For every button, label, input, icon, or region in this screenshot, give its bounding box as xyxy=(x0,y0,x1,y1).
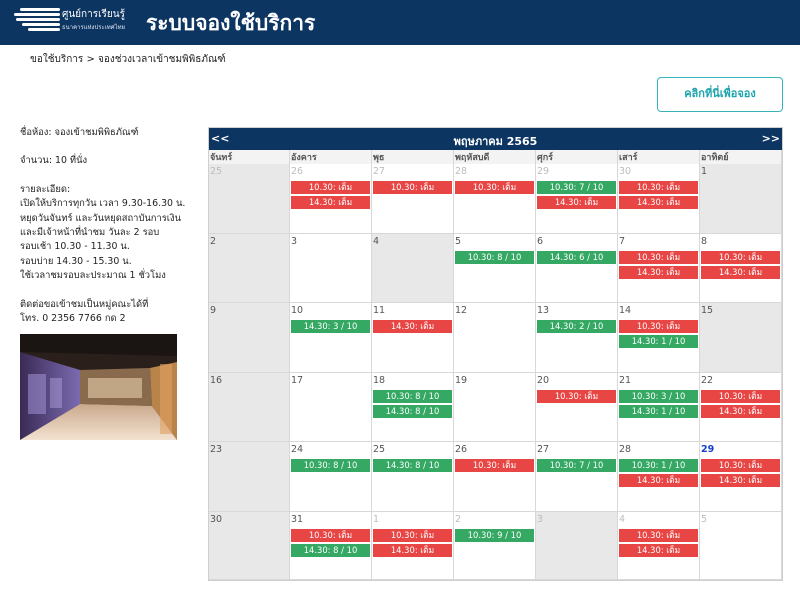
day-cell[interactable] xyxy=(618,442,700,512)
day-number: 2 xyxy=(455,514,462,525)
day-cell[interactable] xyxy=(290,442,372,512)
day-number: 5 xyxy=(455,236,462,247)
details-label: รายละเอียด: xyxy=(20,183,71,195)
day-number: 10 xyxy=(291,305,304,316)
breadcrumb[interactable]: ขอใช้บริการ > จองช่วงเวลาเข้าชมพิพิธภัณฑ์ xyxy=(30,54,226,65)
day-number: 7 xyxy=(619,236,626,247)
slot-available[interactable]: 10.30: 7 / 10 xyxy=(537,459,616,472)
day-cell[interactable] xyxy=(209,303,290,373)
book-button[interactable]: คลิกที่นี่เพื่อจอง xyxy=(657,77,783,112)
slot-full[interactable]: 14.30: เต็ม xyxy=(537,196,616,209)
day-cell[interactable] xyxy=(618,373,700,442)
day-cell[interactable] xyxy=(618,303,700,373)
slot-full[interactable]: 14.30: เต็ม xyxy=(373,320,452,333)
museum-photo xyxy=(20,334,177,440)
day-number: 25 xyxy=(210,166,223,177)
details-line: หยุดวันจันทร์ และวันหยุดสถาบันการเงิน xyxy=(20,212,181,224)
slot-full[interactable]: 10.30: เต็ม xyxy=(701,390,780,403)
slot-full[interactable]: 10.30: เต็ม xyxy=(619,181,698,194)
day-number: 31 xyxy=(291,514,304,525)
weekday-label: พฤหัสบดี xyxy=(454,150,536,164)
slot-available[interactable]: 14.30: 8 / 10 xyxy=(291,544,370,557)
day-cell[interactable] xyxy=(209,164,290,234)
day-cell[interactable] xyxy=(454,373,536,442)
logo-line1: ศูนย์การเรียนรู้ xyxy=(62,9,125,20)
slot-full[interactable]: 14.30: เต็ม xyxy=(619,266,698,279)
calendar-header xyxy=(209,128,782,150)
day-number: 9 xyxy=(210,305,217,316)
day-number: 20 xyxy=(537,375,550,386)
slot-available[interactable]: 14.30: 1 / 10 xyxy=(619,405,698,418)
weekday-label: พุธ xyxy=(372,150,454,164)
room-info xyxy=(20,126,200,326)
day-cell[interactable] xyxy=(700,442,782,512)
details-line: เปิดให้บริการทุกวัน เวลา 9.30-16.30 น. xyxy=(20,198,186,210)
day-number: 23 xyxy=(210,444,223,455)
weekday-label: จันทร์ xyxy=(209,150,290,164)
slot-full[interactable]: 10.30: เต็ม xyxy=(537,390,616,403)
room-capacity: จำนวน: 10 ที่นั่ง xyxy=(20,155,88,167)
slot-available[interactable]: 10.30: 8 / 10 xyxy=(291,459,370,472)
day-number: 16 xyxy=(210,375,223,386)
slot-full[interactable]: 10.30: เต็ม xyxy=(291,529,370,542)
slot-full[interactable]: 10.30: เต็ม xyxy=(701,459,780,472)
slot-available[interactable]: 10.30: 9 / 10 xyxy=(455,529,534,542)
day-number: 4 xyxy=(619,514,626,525)
day-cell[interactable] xyxy=(700,512,782,580)
slot-full[interactable]: 10.30: เต็ม xyxy=(455,459,534,472)
day-cell[interactable] xyxy=(454,234,536,303)
day-number: 27 xyxy=(537,444,550,455)
slot-available[interactable]: 14.30: 6 / 10 xyxy=(537,251,616,264)
slot-available[interactable]: 10.30: 8 / 10 xyxy=(373,390,452,403)
day-number: 29 xyxy=(537,166,550,177)
day-number: 2 xyxy=(210,236,217,247)
details-line: รอบบ่าย 14.30 - 15.30 น. xyxy=(20,255,132,267)
slot-full[interactable]: 14.30: เต็ม xyxy=(701,266,780,279)
day-cell[interactable] xyxy=(290,512,372,580)
day-number: 12 xyxy=(455,305,468,316)
month-title: พฤษภาคม 2565 xyxy=(453,135,538,148)
day-cell[interactable] xyxy=(700,303,782,373)
day-number: 28 xyxy=(619,444,632,455)
day-number: 11 xyxy=(373,305,386,316)
slot-available[interactable]: 10.30: 8 / 10 xyxy=(455,251,534,264)
day-number: 21 xyxy=(619,375,632,386)
slot-full[interactable]: 14.30: เต็ม xyxy=(701,474,780,487)
day-cell[interactable] xyxy=(536,164,618,234)
slot-available[interactable]: 14.30: 1 / 10 xyxy=(619,335,698,348)
day-cell[interactable] xyxy=(618,512,700,580)
day-number: 13 xyxy=(537,305,550,316)
day-number: 6 xyxy=(537,236,544,247)
day-cell[interactable] xyxy=(372,373,454,442)
slot-available[interactable]: 10.30: 1 / 10 xyxy=(619,459,698,472)
day-cell[interactable] xyxy=(290,164,372,234)
day-cell[interactable] xyxy=(209,512,290,580)
prev-month-button[interactable]: << xyxy=(211,132,230,145)
day-cell[interactable] xyxy=(454,303,536,373)
day-cell[interactable] xyxy=(700,164,782,234)
slot-available[interactable]: 14.30: 8 / 10 xyxy=(373,459,452,472)
day-number: 3 xyxy=(291,236,298,247)
slot-full[interactable]: 14.30: เต็ม xyxy=(701,405,780,418)
slot-full[interactable]: 10.30: เต็ม xyxy=(701,251,780,264)
details-line: รอบเช้า 10.30 - 11.30 น. xyxy=(20,241,130,253)
weekday-label: อังคาร xyxy=(290,150,372,164)
slot-available[interactable]: 14.30: 2 / 10 xyxy=(537,320,616,333)
slot-full[interactable]: 10.30: เต็ม xyxy=(619,251,698,264)
day-cell[interactable] xyxy=(454,512,536,580)
day-number: 4 xyxy=(373,236,380,247)
day-cell[interactable] xyxy=(454,164,536,234)
slot-full[interactable]: 10.30: เต็ม xyxy=(619,320,698,333)
weekday-label: เสาร์ xyxy=(618,150,700,164)
weekday-header xyxy=(209,150,782,164)
day-number: 3 xyxy=(537,514,544,525)
slot-available[interactable]: 14.30: 8 / 10 xyxy=(373,405,452,418)
day-cell[interactable] xyxy=(618,234,700,303)
slot-available[interactable]: 14.30: 3 / 10 xyxy=(291,320,370,333)
day-number: 15 xyxy=(701,305,714,316)
day-cell[interactable] xyxy=(536,303,618,373)
day-number: 19 xyxy=(455,375,468,386)
room-name: ชื่อห้อง: จองเข้าชมพิพิธภัณฑ์ xyxy=(20,127,139,138)
day-number: 18 xyxy=(373,375,386,386)
details-line: ใช้เวลาชมรอบละประมาณ 1 ชั่วโมง xyxy=(20,270,166,282)
slot-full[interactable]: 14.30: เต็ม xyxy=(619,474,698,487)
slot-full[interactable]: 14.30: เต็ม xyxy=(373,544,452,557)
slot-full[interactable]: 10.30: เต็ม xyxy=(455,181,534,194)
slot-full[interactable]: 10.30: เต็ม xyxy=(373,181,452,194)
day-number: 26 xyxy=(455,444,468,455)
day-number: 29 xyxy=(701,444,715,455)
slot-available[interactable]: 10.30: 7 / 10 xyxy=(537,181,616,194)
day-cell[interactable] xyxy=(454,442,536,512)
day-number: 26 xyxy=(291,166,304,177)
details-line: และมีเจ้าหน้าที่นำชม วันละ 2 รอบ xyxy=(20,227,160,239)
slot-full[interactable]: 10.30: เต็ม xyxy=(619,529,698,542)
booking-calendar xyxy=(208,127,783,581)
day-number: 17 xyxy=(291,375,304,386)
day-cell[interactable] xyxy=(700,373,782,442)
day-number: 28 xyxy=(455,166,468,177)
calendar-grid xyxy=(209,164,782,580)
day-number: 22 xyxy=(701,375,714,386)
day-cell[interactable] xyxy=(209,234,290,303)
day-number: 1 xyxy=(373,514,380,525)
contact-line: โทร. 0 2356 7766 กด 2 xyxy=(20,313,126,325)
weekday-label: อาทิตย์ xyxy=(700,150,782,164)
weekday-label: ศุกร์ xyxy=(536,150,618,164)
day-cell[interactable] xyxy=(209,442,290,512)
app-title: ระบบจองใช้บริการ xyxy=(146,11,316,35)
slot-available[interactable]: 10.30: 3 / 10 xyxy=(619,390,698,403)
slot-full[interactable]: 14.30: เต็ม xyxy=(619,196,698,209)
day-number: 27 xyxy=(373,166,386,177)
contact-line: ติดต่อขอเข้าชมเป็นหมู่คณะได้ที่ xyxy=(20,298,149,310)
day-cell[interactable] xyxy=(290,234,372,303)
day-number: 25 xyxy=(373,444,386,455)
day-cell[interactable] xyxy=(536,442,618,512)
slot-full[interactable]: 14.30: เต็ม xyxy=(291,196,370,209)
day-cell[interactable] xyxy=(372,164,454,234)
next-month-button[interactable]: >> xyxy=(761,132,780,145)
app-header xyxy=(0,0,800,45)
logo-line2: ธนาคารแห่งประเทศไทย xyxy=(62,24,126,31)
day-number: 8 xyxy=(701,236,708,247)
day-cell[interactable] xyxy=(209,373,290,442)
day-cell[interactable] xyxy=(372,234,454,303)
day-cell[interactable] xyxy=(536,234,618,303)
day-number: 1 xyxy=(701,166,708,177)
logo-icon xyxy=(14,8,60,34)
day-number: 5 xyxy=(701,514,708,525)
day-cell[interactable] xyxy=(700,234,782,303)
logo[interactable] xyxy=(14,6,124,38)
slot-full[interactable]: 10.30: เต็ม xyxy=(291,181,370,194)
day-cell[interactable] xyxy=(536,512,618,580)
day-number: 14 xyxy=(619,305,632,316)
day-cell[interactable] xyxy=(372,442,454,512)
museum-photo-image xyxy=(20,334,177,440)
day-cell[interactable] xyxy=(618,164,700,234)
day-cell[interactable] xyxy=(536,373,618,442)
slot-full[interactable]: 10.30: เต็ม xyxy=(373,529,452,542)
day-number: 30 xyxy=(619,166,632,177)
day-number: 24 xyxy=(291,444,304,455)
day-cell[interactable] xyxy=(290,303,372,373)
day-number: 30 xyxy=(210,514,223,525)
day-cell[interactable] xyxy=(290,373,372,442)
slot-full[interactable]: 14.30: เต็ม xyxy=(619,544,698,557)
day-cell[interactable] xyxy=(372,512,454,580)
day-cell[interactable] xyxy=(372,303,454,373)
